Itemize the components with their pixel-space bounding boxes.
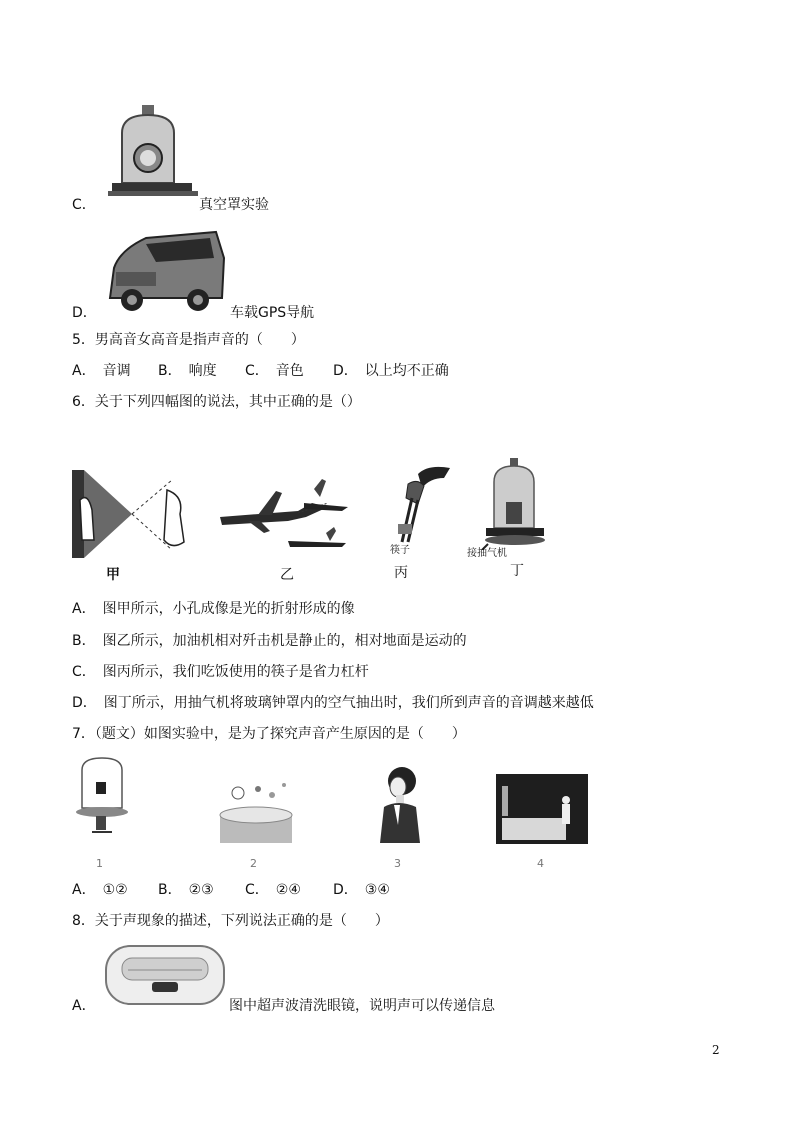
q4-option-d-letter: D． (72, 305, 97, 321)
q6-figure-label-jia: 甲 (106, 567, 120, 583)
q5-stem: 5．男高音女高音是指声音的（ ） (72, 332, 305, 348)
q8-option-a-letter: A． (72, 998, 96, 1014)
q6-option-a: A． 图甲所示，小孔成像是光的折射形成的像 (72, 601, 355, 617)
chopsticks-figure (388, 464, 452, 546)
q4-option-d-text: 车载GPS导航 (230, 305, 315, 321)
chopsticks-label: 筷子 (390, 545, 410, 556)
q5-option-b: B． 响度 (158, 363, 217, 379)
q7-figure-label-3: 3 (394, 857, 401, 870)
q5-option-c: C． 音色 (245, 363, 304, 379)
q5-option-d: D． 以上均不正确 (333, 363, 449, 379)
q6-figure-label-ding: 丁 (510, 563, 524, 579)
q7-figure-4-classroom (496, 774, 588, 844)
q4-option-c-text: 真空罩实验 (199, 197, 269, 213)
q6-figure-label-yi: 乙 (280, 567, 294, 583)
q7-option-d: D． ③④ (333, 882, 390, 898)
q6-stem: 6．关于下列四幅图的说法，其中正确的是（） (72, 394, 361, 410)
q7-figure-1-bell-jar (72, 752, 132, 844)
q6-option-d: D． 图丁所示，用抽气机将玻璃钟罩内的空气抽出时，我们所到声音的音调越来越低 (72, 695, 594, 711)
q7-figure-3-person (376, 765, 420, 843)
q6-option-c: C． 图丙所示，我们吃饭使用的筷子是省力杠杆 (72, 664, 369, 680)
q7-option-c: C． ②④ (245, 882, 301, 898)
q7-option-b: B． ②③ (158, 882, 214, 898)
q7-option-a: A． ①② (72, 882, 128, 898)
q8-stem: 8．关于声现象的描述，下列说法正确的是（ ） (72, 913, 389, 929)
q6-figure-label-bing: 丙 (394, 565, 408, 581)
q7-figure-label-2: 2 (250, 857, 257, 870)
pinhole-imaging-figure (72, 470, 192, 560)
page-number: 2 (712, 1043, 720, 1057)
car-image (106, 228, 226, 314)
bell-jar-pump-figure (480, 458, 550, 550)
pump-label: 接抽气机 (467, 548, 507, 559)
aerial-refueling-figure (218, 473, 353, 555)
q7-stem: 7．（题文）如图实验中，是为了探究声音产生原因的是（ ） (72, 726, 466, 742)
ultrasonic-cleaner-image (104, 944, 226, 1006)
q7-figure-label-1: 1 (96, 857, 103, 870)
q6-option-b: B． 图乙所示，加油机相对歼击机是静止的，相对地面是运动的 (72, 633, 467, 649)
q5-option-a: A． 音调 (72, 363, 131, 379)
q4-option-c-letter: C． (72, 197, 96, 213)
bell-jar-alarm-clock-image (108, 103, 198, 205)
q8-option-a-text: 图中超声波清洗眼镜，说明声可以传递信息 (229, 998, 495, 1014)
q7-figure-2-drum (218, 775, 294, 845)
q7-figure-label-4: 4 (537, 857, 544, 870)
